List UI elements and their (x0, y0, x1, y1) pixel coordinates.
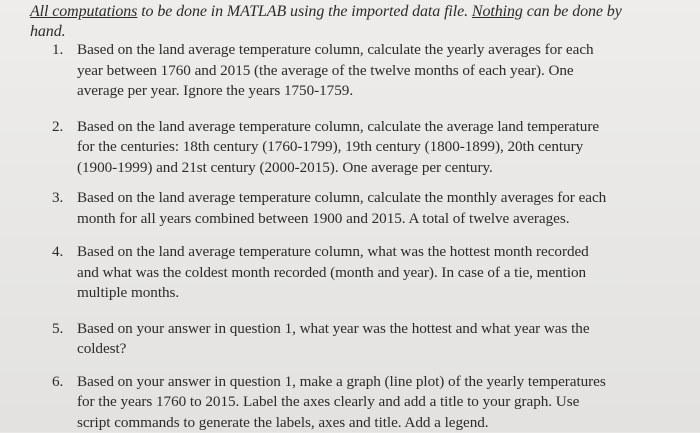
question-item (52, 319, 612, 360)
question-text: Based on your answer in question 1, make a graph (line plot) of the yearly temperatures for the years 1760 to 2015. Label the axes clearly and add a title to your graph. Use script commands to generate the labels, axes and title. Add a legend. (77, 373, 606, 431)
question-number: 3. (52, 188, 63, 209)
intro-underlined-all-computations: All computations (30, 3, 137, 20)
question-number: 4. (52, 242, 63, 263)
question-text: Based on the land average temperature column, calculate the monthly averages for each month for all years combined between 1900 and 2015. A total of twelve averages. (77, 189, 606, 227)
question-item (52, 188, 612, 229)
question-item (52, 40, 612, 102)
question-number: 6. (52, 372, 63, 393)
question-text: Based on the land average temperature column, what was the hottest month recorded and what was the coldest month recorded (month and year). In case of a tie, mention multiple months. (77, 243, 589, 301)
question-item (52, 372, 612, 433)
question-number: 5. (52, 319, 63, 340)
instructions-intro (30, 2, 630, 42)
question-text: Based on the land average temperature column, calculate the yearly averages for each year between 1760 and 2015 (the average of the twelve months of each year). One average per year. Ignore the years 1750-1759. (77, 41, 594, 99)
question-number: 1. (52, 40, 63, 61)
question-text: Based on the land average temperature column, calculate the average land temperature for the centuries: 18th century (1760-1799), 19th century (1800-1899), 20th century (1900-1999) and 21st century (2000-2015). One average per century. (77, 118, 599, 176)
question-number: 2. (52, 117, 63, 138)
intro-text-end: can be done by hand. (30, 3, 622, 40)
intro-underlined-nothing: Nothing (472, 3, 523, 20)
question-text: Based on your answer in question 1, what year was the hottest and what year was the coldest? (77, 320, 590, 358)
question-item (52, 117, 612, 179)
question-list (52, 40, 612, 433)
intro-text: to be done in MATLAB using the imported data file. (137, 3, 472, 20)
question-item (52, 242, 612, 304)
